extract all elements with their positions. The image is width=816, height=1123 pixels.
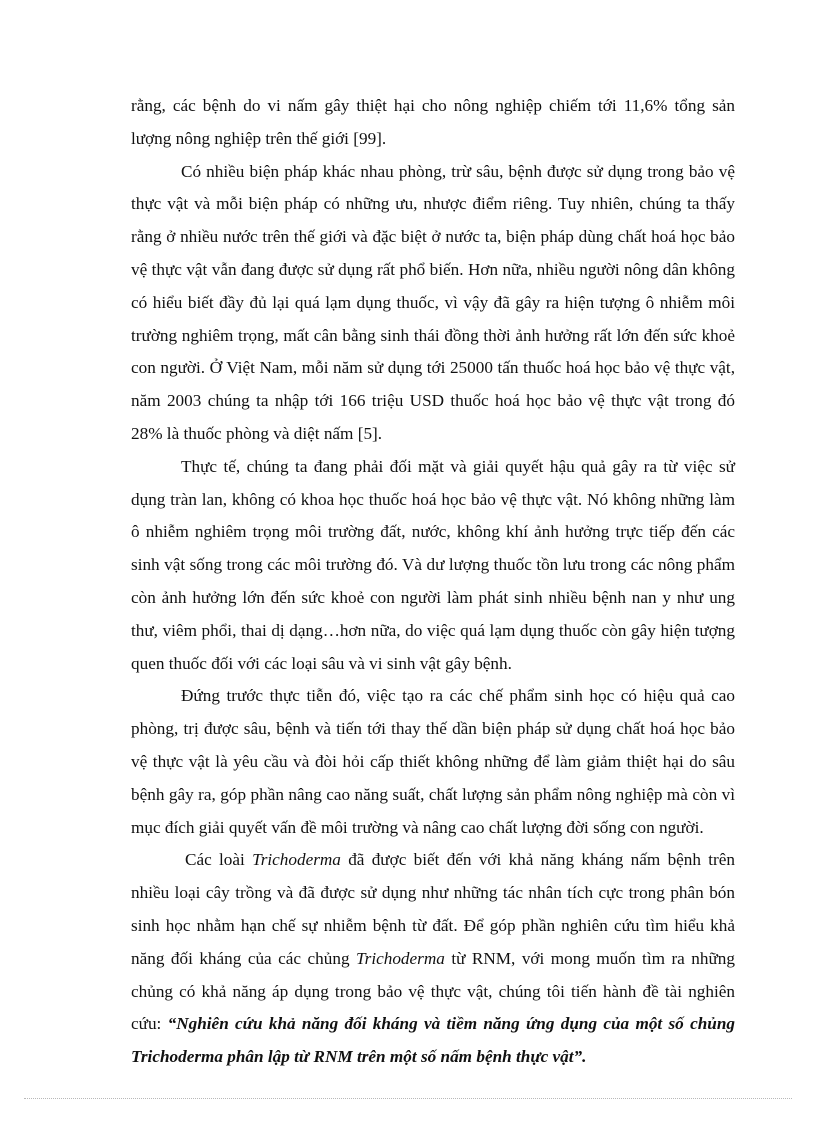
text-segment: Các loài bbox=[185, 850, 253, 870]
paragraph-biological-products: Đứng trước thực tiễn đó, việc tạo ra các chế phẩm sinh học có hiệu quả cao phòng, trị được sâu, bệnh và tiến tới thay thế dần biện pháp sử dụng chất hoá học bảo vệ thực vật là yêu cầu và đòi hỏi cấp thiết không những để làm giảm thiệt hại do sâu bệnh gây ra, góp phần nâng cao năng suất, chất lượng sản phẩm nông nghiệp mà còn vì mục đích giải quyết vấn đề môi trường và nâng cao chất lượng đời sống con người. bbox=[131, 686, 735, 837]
footer-divider bbox=[24, 1098, 792, 1099]
paragraph-trichoderma-study bbox=[131, 844, 735, 1074]
genus-name: Trichoderma bbox=[252, 850, 341, 870]
text-segment: từ RNM, với mong muốn tìm ra những chủng có khả năng áp dụng trong bảo vệ thực vật, chúng tôi tiến hành đề tài nghiên cứu: bbox=[131, 948, 735, 1034]
project-title: “Nghiên cứu khả năng đối kháng và tiềm năng ứng dụng của một số chủng Trichoderma phân lập từ RNM trên một số nấm bệnh thực vật”. bbox=[131, 1014, 735, 1067]
genus-name: Trichoderma bbox=[356, 948, 445, 968]
body-text bbox=[131, 90, 735, 1074]
text-segment: đã được biết đến với khả năng kháng nấm bệnh trên nhiều loại cây trồng và đã được sử dụng như những tác nhân tích cực trong phân bón sinh học nhằm hạn chế sự nhiễm bệnh từ đất. Để góp phần nghiên cứu tìm hiểu khả năng đối kháng của các chủng bbox=[131, 850, 735, 968]
paragraph-pesticide-consequences: Thực tế, chúng ta đang phải đối mặt và giải quyết hậu quả gây ra từ việc sử dụng tràn lan, không có khoa học thuốc hoá học bảo vệ thực vật. Nó không những làm ô nhiễm nghiêm trọng môi trường đất, nước, không khí ảnh hưởng trực tiếp đến các sinh vật sống trong các môi trường đó. Và dư lượng thuốc tồn lưu trong các nông phẩm còn ảnh hưởng lớn đến sức khoẻ con người làm phát sinh nhiều bệnh nan y như ung thư, viêm phổi, thai dị dạng…hơn nữa, do việc quá lạm dụng thuốc còn gây hiện tượng quen thuốc đối với các loại sâu và vi sinh vật gây bệnh. bbox=[131, 456, 735, 673]
paragraph-continuation: rằng, các bệnh do vi nấm gây thiệt hại cho nông nghiệp chiếm tới 11,6% tổng sản lượng nông nghiệp trên thế giới [99]. bbox=[131, 96, 735, 148]
paragraph-pest-control-methods: Có nhiều biện pháp khác nhau phòng, trừ sâu, bệnh được sử dụng trong bảo vệ thực vật và mỗi biện pháp có những ưu, nhược điểm riêng. Tuy nhiên, chúng ta thấy rằng ở nhiều nước trên thế giới và đặc biệt ở nước ta, biện pháp dùng chất hoá học bảo vệ thực vật vẫn đang được sử dụng rất phổ biến. Hơn nữa, nhiều người nông dân không có hiểu biết đầy đủ lại quá lạm dụng thuốc, vì vậy đã gây ra hiện tượng ô nhiễm môi trường nghiêm trọng, mất cân bằng sinh thái đồng thời ảnh hưởng rất lớn đến sức khoẻ con người. Ở Việt Nam, mỗi năm sử dụng tới 25000 tấn thuốc hoá học bảo vệ thực vật, năm 2003 chúng ta nhập tới 166 triệu USD thuốc hoá học bảo vệ thực vật trong đó 28% là thuốc phòng và diệt nấm [5]. bbox=[131, 161, 735, 443]
